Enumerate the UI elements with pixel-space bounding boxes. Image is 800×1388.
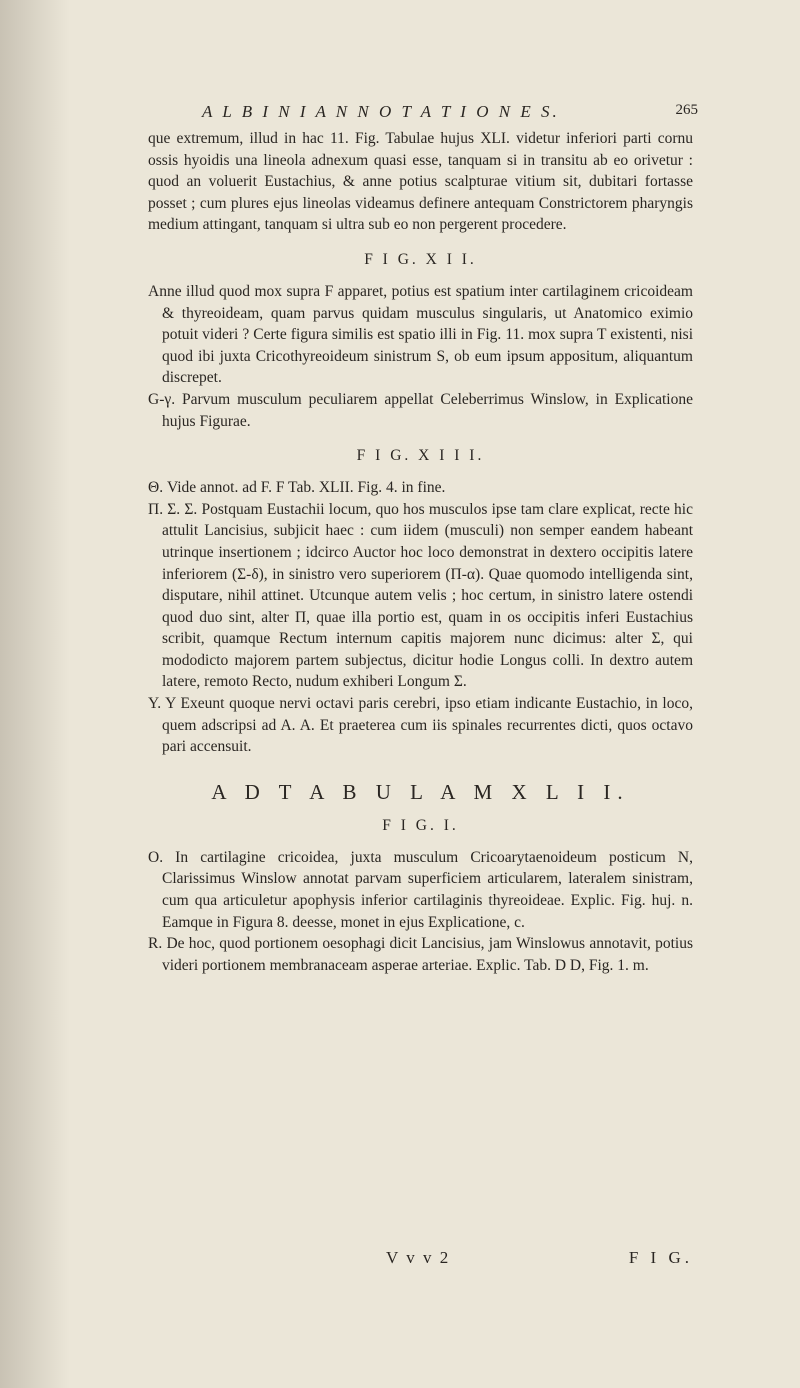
annotation-paragraph: O. In cartilagine cricoidea, juxta musculum Cricoarytaenoideum posticum N, Clarissimus Winslow annotat parvam superficiem articularem, lateralem sinistram, cum qua articuletur apophysis inferior cartilaginis thyreoideae. Explic. Fig. huj. n. Eamque in Figura 8. deesse, monet in ejus Explicatione, c. <box>148 848 693 931</box>
page-number: 265 <box>675 102 698 118</box>
annotation-paragraph: Π. Σ. Σ. Postquam Eustachii locum, quo hos musculos ipse tam clare explicat, recte hic attulit Lancisius, subjicit haec : cum iidem (musculi) non semper eandem habeant utrinque insertionem ; idcirco Auctor hoc loco demonstrat in dextero occipitis latere inferiorem (Σ-δ), in sinistro vero superiorem (Π-α). Quae quomodo intelligenda sint, disputare, nihil attinet. Utcunque autem velis ; hoc certum, in sinistro latere ostendi quod duo sint, alter Π, quae illa portio est, quam in os occipitis inferi Eustachius scribit, quamque Rectum internum capitis majorem nunc dicimus: alter Σ, qui mododicto majorem partem subjectus, dicitur hodie Longus colli. In dextro autem latere, remoto Recto, nudum exhiberi Longum Σ. <box>148 500 693 691</box>
signature-mark: V v v 2 <box>386 1248 451 1267</box>
annotation-paragraph: Y. Y Exeunt quoque nervi octavi paris cerebri, ipso etiam indicante Eustachio, in loco, quem adscripsi ad A. A. Et praeterea cum iis spinales recurrentes dicti, quos octavo pari accensuit. <box>148 695 693 756</box>
page-header <box>150 102 698 126</box>
fig-i-annotations <box>148 847 693 977</box>
fig-xii-heading: F I G. X I I. <box>364 250 477 268</box>
fig-i-heading: F I G. I. <box>382 816 459 834</box>
annotation-paragraph: G-γ. Parvum musculum peculiarem appellat Celeberrimus Winslow, in Explicatione hujus Figurae. <box>148 390 693 430</box>
annotation-paragraph: Θ. Vide annot. ad F. F Tab. XLII. Fig. 4. in fine. <box>148 479 446 497</box>
running-title: A L B I N I A N N O T A T I O N E S. <box>202 102 560 121</box>
fig-xiii-annotations <box>148 477 693 758</box>
page-edge-shadow <box>0 0 70 1388</box>
annotation-paragraph: R. De hoc, quod portionem oesophagi dicit Lancisius, jam Winslowus annotavit, potius videri portionem membranaceam asperae arteriae. Explic. Tab. D D, Fig. 1. m. <box>148 935 693 974</box>
fig-xiii-heading: F I G. X I I I. <box>356 447 485 465</box>
annotation-paragraph: Anne illud quod mox supra F apparet, potius est spatium inter cartilaginem cricoideam & thyreoideam, quam parvus quidam musculus singularis, ut Anatomico eximio potuit videri ? Certe figura similis est spatio illi in Fig. 11. mox supra T existenti, nisi quod ibi juxta Cricothyreoideum sinistrum S, ob eum ipsum appositum, aliquantum discrepet. <box>148 282 693 387</box>
page-body <box>148 128 693 976</box>
fig-xii-annotations <box>148 281 693 432</box>
page-footer <box>148 1248 693 1272</box>
section-heading-tabula-xlii: A D T A B U L A M X L I I. <box>211 779 630 804</box>
paragraph-continuation: que extremum, illud in hac 11. Fig. Tabulae hujus XLI. videtur inferiori parti cornu ossis hyoidis una lineola adnexum quasi esse, tanquam si in transitu ab eo orivetur : quod an voluerit Eustachius, & anne potius scalpturae vitium sit, dubitari fortasse posset ; cum plures ejus lineolas videamus definere antequam Constrictorem pharyngis medium attingant, tanquam si ultra sub eo non pergerent procedere. <box>148 130 693 234</box>
catchword: F I G. <box>628 1248 693 1267</box>
